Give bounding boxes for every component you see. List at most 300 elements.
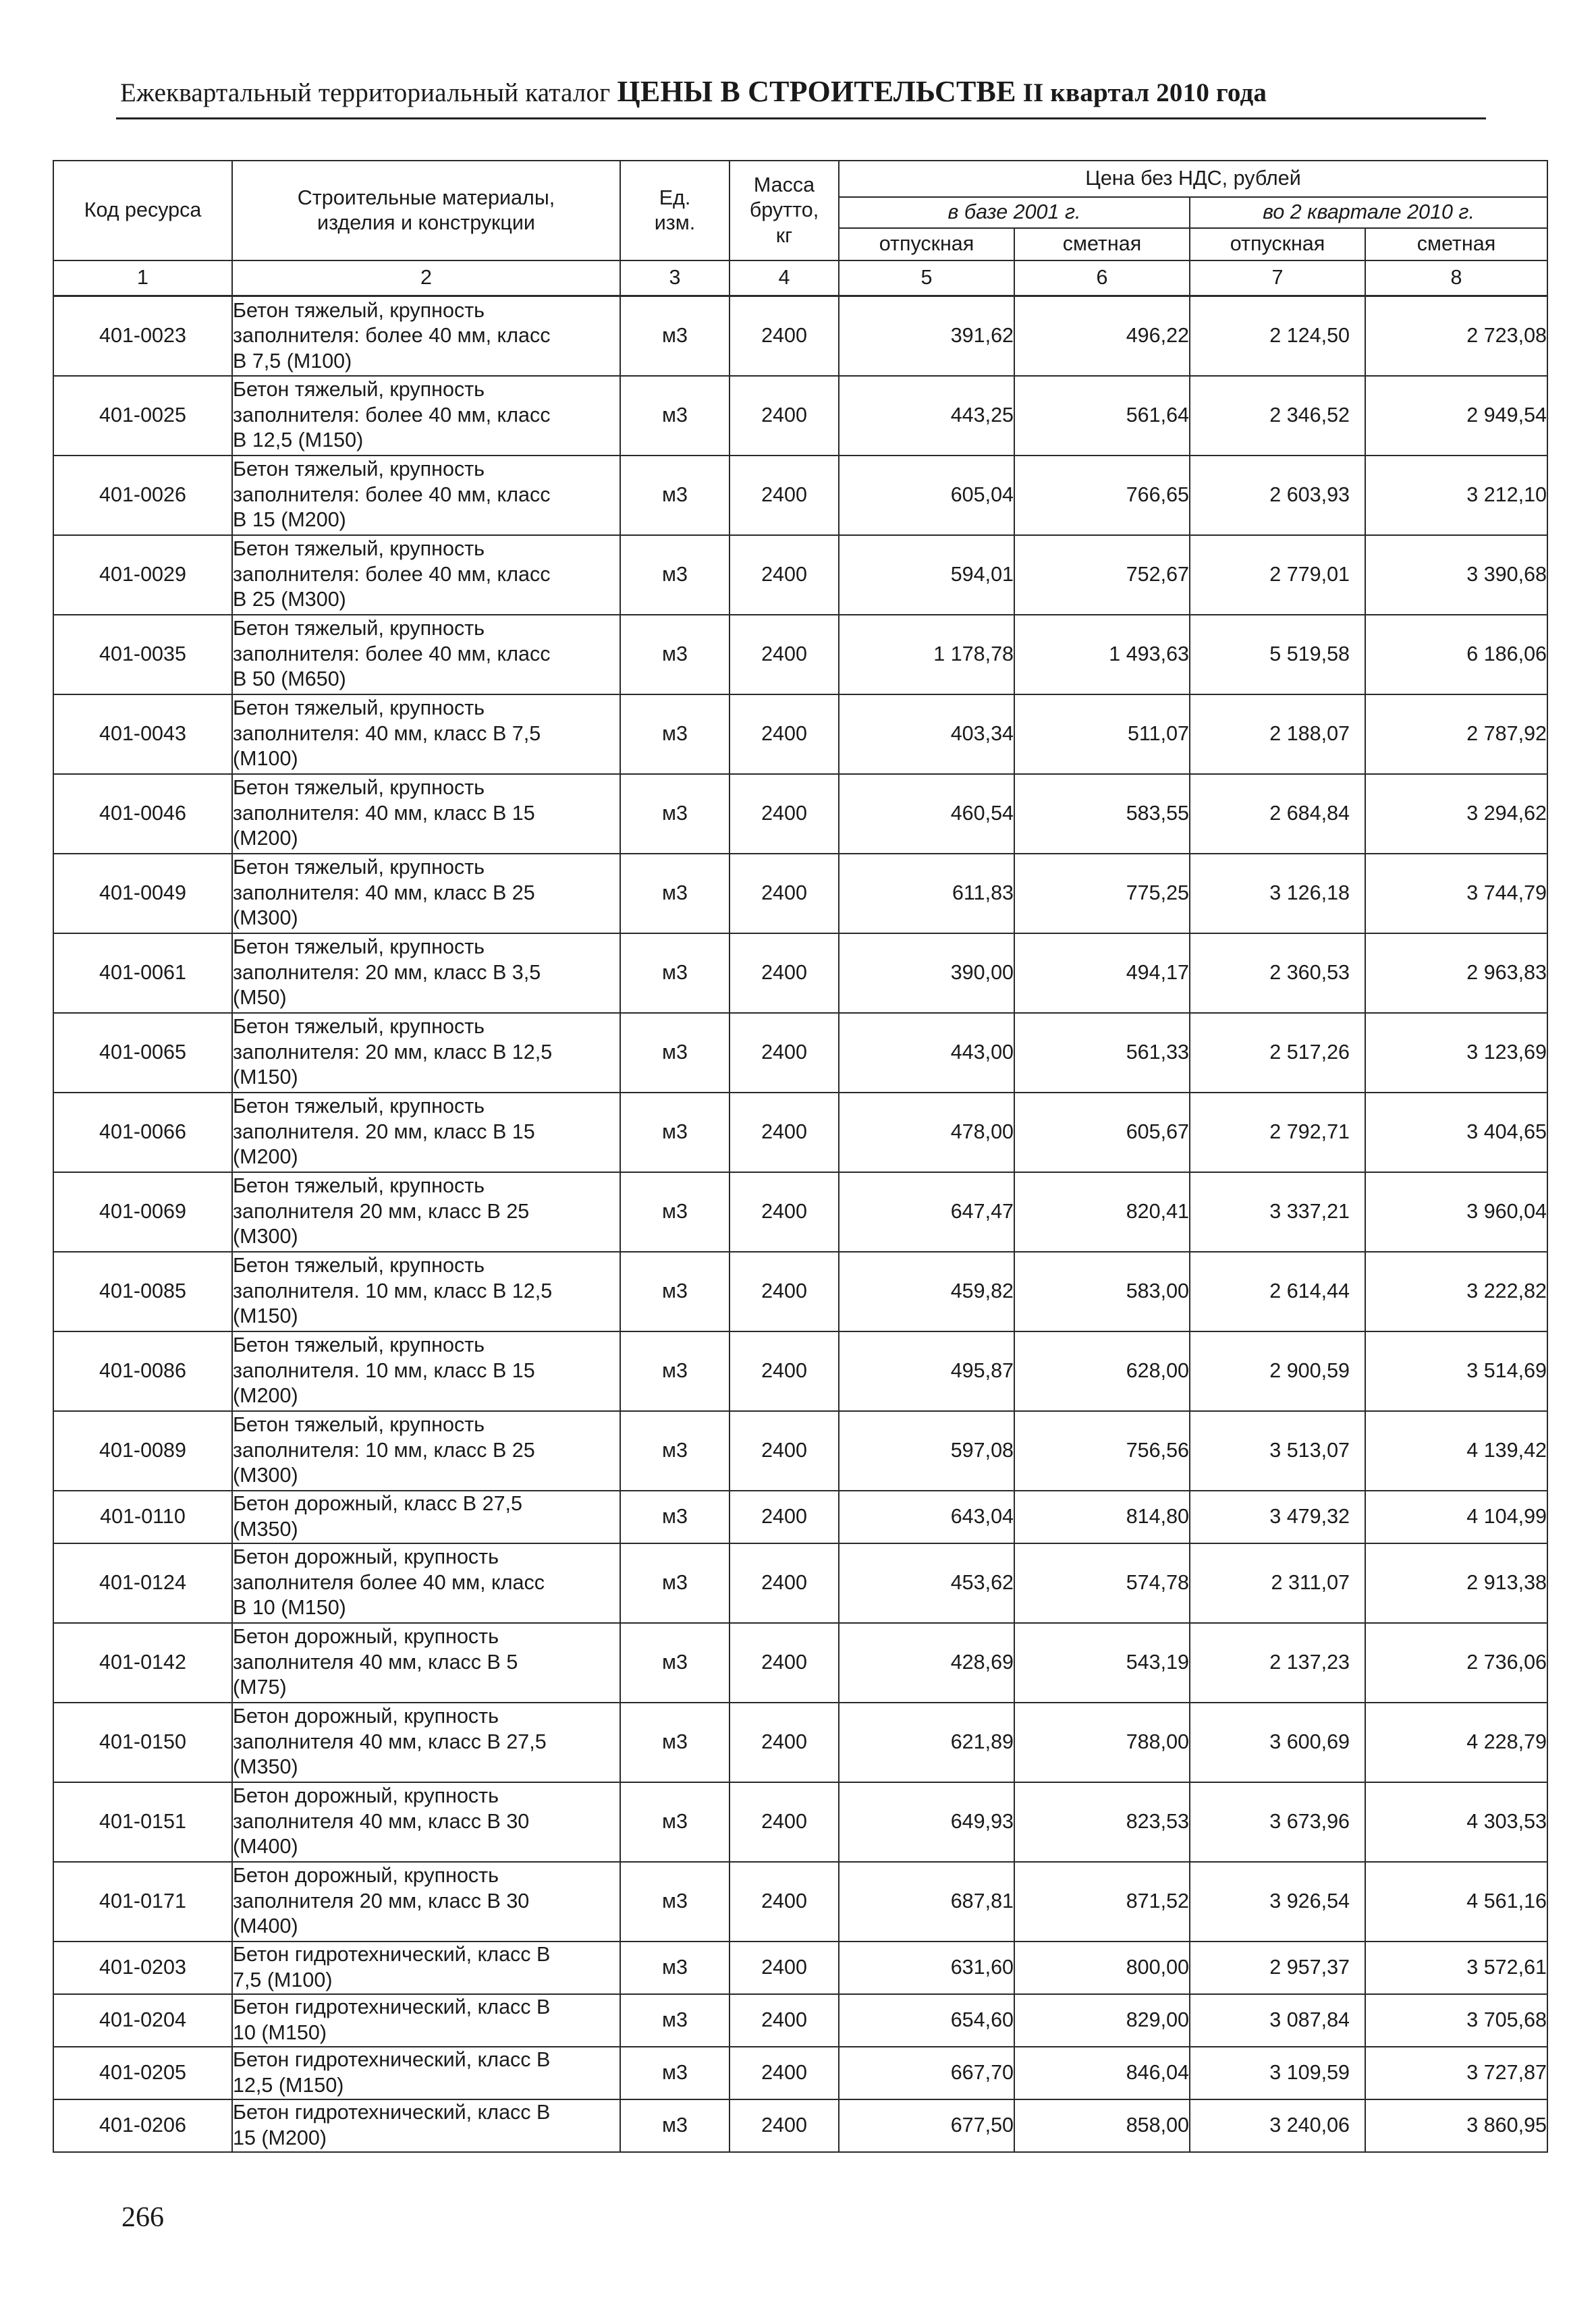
unit: м3 (620, 1331, 730, 1411)
price-estimate-2010: 3 960,04 (1365, 1172, 1547, 1252)
table-body (53, 296, 1547, 2152)
column-number: 7 (1190, 260, 1365, 296)
description-line: Бетон гидротехнический, класс В (233, 2048, 551, 2071)
price-estimate-2001: 496,22 (1014, 296, 1190, 376)
unit: м3 (620, 1994, 730, 2047)
material-description (232, 1013, 620, 1093)
price-estimate-2001: 871,52 (1014, 1862, 1190, 1942)
material-description (232, 1093, 620, 1172)
price-release-2010: 2 900,59 (1190, 1331, 1365, 1411)
description-line: заполнителя. 10 мм, класс В 15 (233, 1358, 535, 1382)
description-line: 7,5 (М100) (233, 1968, 333, 1991)
description-line: (М400) (233, 1835, 298, 1859)
price-release-2001: 594,01 (839, 535, 1014, 615)
unit: м3 (620, 933, 730, 1013)
col-release-2010-header: отпускная (1190, 228, 1365, 260)
price-estimate-2001: 788,00 (1014, 1703, 1190, 1782)
gross-mass: 2400 (730, 933, 839, 1013)
description-line: (М75) (233, 1676, 287, 1699)
price-estimate-2001: 766,65 (1014, 456, 1190, 535)
resource-code: 401-0029 (53, 535, 232, 615)
price-release-2010: 2 684,84 (1190, 774, 1365, 854)
material-description (232, 694, 620, 774)
price-estimate-2010: 4 303,53 (1365, 1782, 1547, 1862)
col-base-2001-header: в базе 2001 г. (839, 197, 1190, 228)
price-estimate-2010: 4 561,16 (1365, 1862, 1547, 1942)
resource-code: 401-0142 (53, 1623, 232, 1703)
table-row (53, 2099, 1547, 2152)
table-row (53, 1172, 1547, 1252)
gross-mass: 2400 (730, 1623, 839, 1703)
material-description (232, 615, 620, 694)
description-line: Бетон тяжелый, крупность (233, 1095, 485, 1118)
table-row (53, 1252, 1547, 1331)
column-number: 4 (730, 260, 839, 296)
material-description (232, 535, 620, 615)
material-description (232, 1411, 620, 1491)
resource-code: 401-0061 (53, 933, 232, 1013)
description-line: Бетон дорожный, класс В 27,5 (233, 1492, 522, 1515)
resource-code: 401-0026 (53, 456, 232, 535)
col-estimate-2010-header: сметная (1365, 228, 1547, 260)
description-line: Бетон тяжелый, крупность (233, 1333, 485, 1357)
description-line: (М150) (233, 1304, 298, 1328)
price-release-2001: 495,87 (839, 1331, 1014, 1411)
resource-code: 401-0110 (53, 1491, 232, 1543)
resource-code: 401-0089 (53, 1411, 232, 1491)
table-row (53, 2047, 1547, 2099)
description-line: 10 (М150) (233, 2020, 327, 2044)
description-line: заполнителя. 10 мм, класс В 12,5 (233, 1279, 553, 1302)
description-line: заполнителя: 40 мм, класс В 15 (233, 801, 535, 825)
column-number: 3 (620, 260, 730, 296)
material-description (232, 854, 620, 933)
price-estimate-2001: 583,55 (1014, 774, 1190, 854)
description-line: заполнителя 40 мм, класс В 5 (233, 1650, 518, 1674)
unit: м3 (620, 1862, 730, 1942)
description-line: (М300) (233, 1464, 298, 1487)
price-release-2010: 2 603,93 (1190, 456, 1365, 535)
table-row (53, 1491, 1547, 1543)
col-estimate-2001-header: сметная (1014, 228, 1190, 260)
price-release-2001: 621,89 (839, 1703, 1014, 1782)
gross-mass: 2400 (730, 296, 839, 376)
price-release-2001: 1 178,78 (839, 615, 1014, 694)
price-estimate-2001: 829,00 (1014, 1994, 1190, 2047)
col-q2-2010-header: во 2 квартале 2010 г. (1190, 197, 1547, 228)
description-line: Бетон дорожный, крупность (233, 1864, 499, 1888)
unit: м3 (620, 1013, 730, 1093)
description-line: Бетон тяжелый, крупность (233, 378, 485, 402)
price-release-2010: 2 779,01 (1190, 535, 1365, 615)
table-row (53, 1703, 1547, 1782)
price-estimate-2001: 561,33 (1014, 1013, 1190, 1093)
description-line: заполнителя: более 40 мм, класс (233, 562, 551, 586)
unit: м3 (620, 1782, 730, 1862)
resource-code: 401-0124 (53, 1543, 232, 1623)
price-release-2001: 428,69 (839, 1623, 1014, 1703)
gross-mass: 2400 (730, 694, 839, 774)
material-description (232, 1942, 620, 1994)
table-row (53, 615, 1547, 694)
price-estimate-2001: 775,25 (1014, 854, 1190, 933)
col-unit-header: Ед. изм. (620, 161, 730, 260)
unit: м3 (620, 296, 730, 376)
catalog-prefix: Ежеквартальный территориальный каталог (120, 78, 611, 107)
gross-mass: 2400 (730, 1093, 839, 1172)
price-release-2010: 2 517,26 (1190, 1013, 1365, 1093)
price-release-2001: 667,70 (839, 2047, 1014, 2099)
gross-mass: 2400 (730, 774, 839, 854)
gross-mass: 2400 (730, 376, 839, 456)
description-line: заполнителя: 40 мм, класс В 25 (233, 881, 535, 904)
price-release-2010: 3 673,96 (1190, 1782, 1365, 1862)
price-estimate-2010: 2 736,06 (1365, 1623, 1547, 1703)
description-line: Бетон тяжелый, крупность (233, 298, 485, 322)
column-number: 2 (232, 260, 620, 296)
price-release-2001: 453,62 (839, 1543, 1014, 1623)
price-release-2010: 2 957,37 (1190, 1942, 1365, 1994)
table-row (53, 296, 1547, 376)
price-release-2010: 3 087,84 (1190, 1994, 1365, 2047)
description-line: заполнителя 40 мм, класс В 30 (233, 1809, 530, 1833)
material-description (232, 1862, 620, 1942)
description-line: (М400) (233, 1915, 298, 1938)
description-line: 15 (М200) (233, 2126, 327, 2149)
description-line: Бетон тяжелый, крупность (233, 696, 485, 720)
table-row (53, 694, 1547, 774)
catalog-header (120, 74, 1480, 109)
price-estimate-2001: 846,04 (1014, 2047, 1190, 2099)
price-release-2001: 611,83 (839, 854, 1014, 933)
material-description (232, 1172, 620, 1252)
gross-mass: 2400 (730, 1942, 839, 1994)
price-estimate-2001: 858,00 (1014, 2099, 1190, 2152)
unit: м3 (620, 456, 730, 535)
resource-code: 401-0043 (53, 694, 232, 774)
description-line: 12,5 (М150) (233, 2073, 344, 2097)
material-description (232, 1252, 620, 1331)
description-line: Бетон тяжелый, крупность (233, 935, 485, 959)
price-release-2001: 597,08 (839, 1411, 1014, 1491)
gross-mass: 2400 (730, 1782, 839, 1862)
catalog-quarter: II квартал 2010 года (1022, 78, 1267, 107)
material-description (232, 1543, 620, 1623)
price-estimate-2010: 3 222,82 (1365, 1252, 1547, 1331)
material-description (232, 1331, 620, 1411)
price-estimate-2010: 4 228,79 (1365, 1703, 1547, 1782)
description-line: (М50) (233, 986, 287, 1010)
col-code-header: Код ресурса (53, 161, 232, 260)
price-release-2010: 3 513,07 (1190, 1411, 1365, 1491)
price-estimate-2001: 543,19 (1014, 1623, 1190, 1703)
price-estimate-2010: 2 963,83 (1365, 933, 1547, 1013)
description-line: Бетон дорожный, крупность (233, 1625, 499, 1649)
description-line: В 15 (М200) (233, 508, 346, 532)
material-description (232, 774, 620, 854)
description-line: (М300) (233, 1225, 298, 1248)
gross-mass: 2400 (730, 1703, 839, 1782)
price-release-2010: 3 240,06 (1190, 2099, 1365, 2152)
resource-code: 401-0023 (53, 296, 232, 376)
description-line: заполнителя: более 40 мм, класс (233, 642, 551, 665)
description-line: Бетон тяжелый, крупность (233, 1174, 485, 1198)
price-release-2010: 3 337,21 (1190, 1172, 1365, 1252)
gross-mass: 2400 (730, 2099, 839, 2152)
price-estimate-2001: 574,78 (1014, 1543, 1190, 1623)
price-estimate-2010: 2 913,38 (1365, 1543, 1547, 1623)
gross-mass: 2400 (730, 1411, 839, 1491)
unit: м3 (620, 1252, 730, 1331)
description-line: Бетон гидротехнический, класс В (233, 2101, 551, 2124)
unit: м3 (620, 1172, 730, 1252)
price-release-2010: 2 137,23 (1190, 1623, 1365, 1703)
unit: м3 (620, 1411, 730, 1491)
price-estimate-2001: 494,17 (1014, 933, 1190, 1013)
unit: м3 (620, 1942, 730, 1994)
material-description (232, 2047, 620, 2099)
price-estimate-2010: 3 294,62 (1365, 774, 1547, 854)
price-estimate-2001: 511,07 (1014, 694, 1190, 774)
resource-code: 401-0204 (53, 1994, 232, 2047)
description-line: заполнителя: 10 мм, класс В 25 (233, 1438, 535, 1462)
description-line: (М200) (233, 1145, 298, 1169)
unit: м3 (620, 2099, 730, 2152)
table-row (53, 1013, 1547, 1093)
description-line: Бетон тяжелый, крупность (233, 776, 485, 800)
description-line: Бетон тяжелый, крупность (233, 856, 485, 879)
resource-code: 401-0025 (53, 376, 232, 456)
resource-code: 401-0205 (53, 2047, 232, 2099)
column-number: 1 (53, 260, 232, 296)
table-row (53, 1093, 1547, 1172)
table-row (53, 376, 1547, 456)
unit: м3 (620, 1093, 730, 1172)
resource-code: 401-0085 (53, 1252, 232, 1331)
unit: м3 (620, 376, 730, 456)
price-release-2010: 2 124,50 (1190, 296, 1365, 376)
material-description (232, 1623, 620, 1703)
price-estimate-2010: 3 212,10 (1365, 456, 1547, 535)
price-estimate-2010: 2 949,54 (1365, 376, 1547, 456)
unit: м3 (620, 2047, 730, 2099)
gross-mass: 2400 (730, 615, 839, 694)
gross-mass: 2400 (730, 1252, 839, 1331)
description-line: заполнителя 20 мм, класс В 30 (233, 1889, 530, 1912)
table-row (53, 535, 1547, 615)
description-line: В 10 (М150) (233, 1596, 346, 1620)
price-estimate-2001: 823,53 (1014, 1782, 1190, 1862)
resource-code: 401-0066 (53, 1093, 232, 1172)
gross-mass: 2400 (730, 1172, 839, 1252)
material-description (232, 933, 620, 1013)
description-line: (М350) (233, 1517, 298, 1541)
price-estimate-2001: 820,41 (1014, 1172, 1190, 1252)
col-price-group-header: Цена без НДС, рублей (839, 161, 1547, 197)
description-line: (М200) (233, 1384, 298, 1408)
resource-code: 401-0065 (53, 1013, 232, 1093)
price-estimate-2010: 6 186,06 (1365, 615, 1547, 694)
price-estimate-2001: 1 493,63 (1014, 615, 1190, 694)
description-line: заполнителя: 20 мм, класс В 12,5 (233, 1040, 553, 1064)
price-release-2001: 687,81 (839, 1862, 1014, 1942)
price-estimate-2010: 3 390,68 (1365, 535, 1547, 615)
material-description (232, 1703, 620, 1782)
description-line: (М100) (233, 747, 298, 771)
price-release-2010: 3 479,32 (1190, 1491, 1365, 1543)
description-line: заполнителя: 20 мм, класс В 3,5 (233, 960, 541, 984)
price-release-2001: 443,25 (839, 376, 1014, 456)
unit: м3 (620, 535, 730, 615)
description-line: Бетон тяжелый, крупность (233, 1254, 485, 1277)
price-release-2001: 390,00 (839, 933, 1014, 1013)
resource-code: 401-0046 (53, 774, 232, 854)
resource-code: 401-0151 (53, 1782, 232, 1862)
price-estimate-2010: 3 744,79 (1365, 854, 1547, 933)
price-estimate-2010: 3 572,61 (1365, 1942, 1547, 1994)
price-estimate-2010: 4 104,99 (1365, 1491, 1547, 1543)
description-line: Бетон дорожный, крупность (233, 1705, 499, 1728)
unit: м3 (620, 774, 730, 854)
price-release-2001: 403,34 (839, 694, 1014, 774)
description-line: заполнителя 40 мм, класс В 27,5 (233, 1730, 547, 1753)
table-row (53, 1331, 1547, 1411)
price-estimate-2010: 2 787,92 (1365, 694, 1547, 774)
price-estimate-2010: 3 514,69 (1365, 1331, 1547, 1411)
description-line: В 25 (М300) (233, 588, 346, 611)
description-line: заполнителя: более 40 мм, класс (233, 483, 551, 506)
description-line: заполнителя: более 40 мм, класс (233, 403, 551, 426)
price-release-2001: 459,82 (839, 1252, 1014, 1331)
price-estimate-2001: 561,64 (1014, 376, 1190, 456)
table-row (53, 1782, 1547, 1862)
catalog-title: ЦЕНЫ В СТРОИТЕЛЬСТВЕ (617, 75, 1016, 108)
price-estimate-2001: 814,80 (1014, 1491, 1190, 1543)
price-release-2001: 443,00 (839, 1013, 1014, 1093)
price-release-2010: 2 614,44 (1190, 1252, 1365, 1331)
price-release-2010: 2 311,07 (1190, 1543, 1365, 1623)
description-line: заполнителя более 40 мм, класс (233, 1570, 545, 1594)
unit: м3 (620, 854, 730, 933)
table-row (53, 1942, 1547, 1994)
description-line: Бетон тяжелый, крупность (233, 1015, 485, 1039)
price-estimate-2001: 756,56 (1014, 1411, 1190, 1491)
gross-mass: 2400 (730, 1013, 839, 1093)
table-row (53, 933, 1547, 1013)
price-release-2001: 605,04 (839, 456, 1014, 535)
description-line: (М300) (233, 906, 298, 930)
price-release-2001: 631,60 (839, 1942, 1014, 1994)
material-description (232, 2099, 620, 2152)
resource-code: 401-0203 (53, 1942, 232, 1994)
resource-code: 401-0171 (53, 1862, 232, 1942)
description-line: Бетон дорожный, крупность (233, 1545, 499, 1569)
unit: м3 (620, 1623, 730, 1703)
description-line: В 50 (М650) (233, 667, 346, 691)
description-line: Бетон дорожный, крупность (233, 1784, 499, 1808)
col-release-2001-header: отпускная (839, 228, 1014, 260)
price-estimate-2001: 628,00 (1014, 1331, 1190, 1411)
price-estimate-2010: 2 723,08 (1365, 296, 1547, 376)
price-estimate-2001: 800,00 (1014, 1942, 1190, 1994)
unit: м3 (620, 1703, 730, 1782)
gross-mass: 2400 (730, 1491, 839, 1543)
table-row (53, 1623, 1547, 1703)
price-estimate-2010: 3 727,87 (1365, 2047, 1547, 2099)
column-numbers-row (53, 260, 1547, 296)
table-row (53, 854, 1547, 933)
description-line: В 7,5 (М100) (233, 349, 352, 373)
resource-code: 401-0086 (53, 1331, 232, 1411)
description-line: Бетон тяжелый, крупность (233, 537, 485, 561)
description-line: Бетон тяжелый, крупность (233, 458, 485, 481)
header-rule (116, 117, 1486, 119)
description-line: Бетон гидротехнический, класс В (233, 1943, 551, 1966)
table-row (53, 1994, 1547, 2047)
resource-code: 401-0069 (53, 1172, 232, 1252)
price-release-2001: 677,50 (839, 2099, 1014, 2152)
price-estimate-2010: 4 139,42 (1365, 1411, 1547, 1491)
unit: м3 (620, 1543, 730, 1623)
gross-mass: 2400 (730, 2047, 839, 2099)
description-line: заполнителя. 20 мм, класс В 15 (233, 1120, 535, 1143)
description-line: заполнителя: более 40 мм, класс (233, 324, 551, 347)
description-line: В 12,5 (М150) (233, 429, 364, 452)
price-estimate-2010: 3 860,95 (1365, 2099, 1547, 2152)
price-release-2010: 2 346,52 (1190, 376, 1365, 456)
table-row (53, 1543, 1547, 1623)
price-release-2001: 647,47 (839, 1172, 1014, 1252)
table-row (53, 1411, 1547, 1491)
column-number: 5 (839, 260, 1014, 296)
unit: м3 (620, 694, 730, 774)
gross-mass: 2400 (730, 854, 839, 933)
gross-mass: 2400 (730, 1543, 839, 1623)
price-release-2010: 2 792,71 (1190, 1093, 1365, 1172)
description-line: (М150) (233, 1066, 298, 1089)
description-line: Бетон гидротехнический, класс В (233, 1996, 551, 2018)
description-line: заполнителя: 40 мм, класс В 7,5 (233, 721, 541, 745)
col-materials-header: Строительные материалы, изделия и конструкции (232, 161, 620, 260)
price-release-2010: 2 360,53 (1190, 933, 1365, 1013)
price-release-2010: 3 600,69 (1190, 1703, 1365, 1782)
price-table (53, 160, 1548, 2153)
price-release-2001: 391,62 (839, 296, 1014, 376)
table-header (53, 161, 1547, 296)
price-estimate-2001: 752,67 (1014, 535, 1190, 615)
material-description (232, 376, 620, 456)
description-line: (М200) (233, 827, 298, 850)
gross-mass: 2400 (730, 1994, 839, 2047)
material-description (232, 1782, 620, 1862)
price-release-2001: 654,60 (839, 1994, 1014, 2047)
material-description (232, 1491, 620, 1543)
gross-mass: 2400 (730, 1862, 839, 1942)
material-description (232, 1994, 620, 2047)
price-release-2001: 643,04 (839, 1491, 1014, 1543)
price-release-2010: 2 188,07 (1190, 694, 1365, 774)
description-line: Бетон тяжелый, крупность (233, 617, 485, 640)
gross-mass: 2400 (730, 535, 839, 615)
resource-code: 401-0035 (53, 615, 232, 694)
column-number: 6 (1014, 260, 1190, 296)
price-estimate-2010: 3 404,65 (1365, 1093, 1547, 1172)
col-mass-header: Масса брутто, кг (730, 161, 839, 260)
table-row (53, 1862, 1547, 1942)
price-release-2010: 3 926,54 (1190, 1862, 1365, 1942)
price-release-2010: 3 126,18 (1190, 854, 1365, 933)
price-release-2010: 3 109,59 (1190, 2047, 1365, 2099)
